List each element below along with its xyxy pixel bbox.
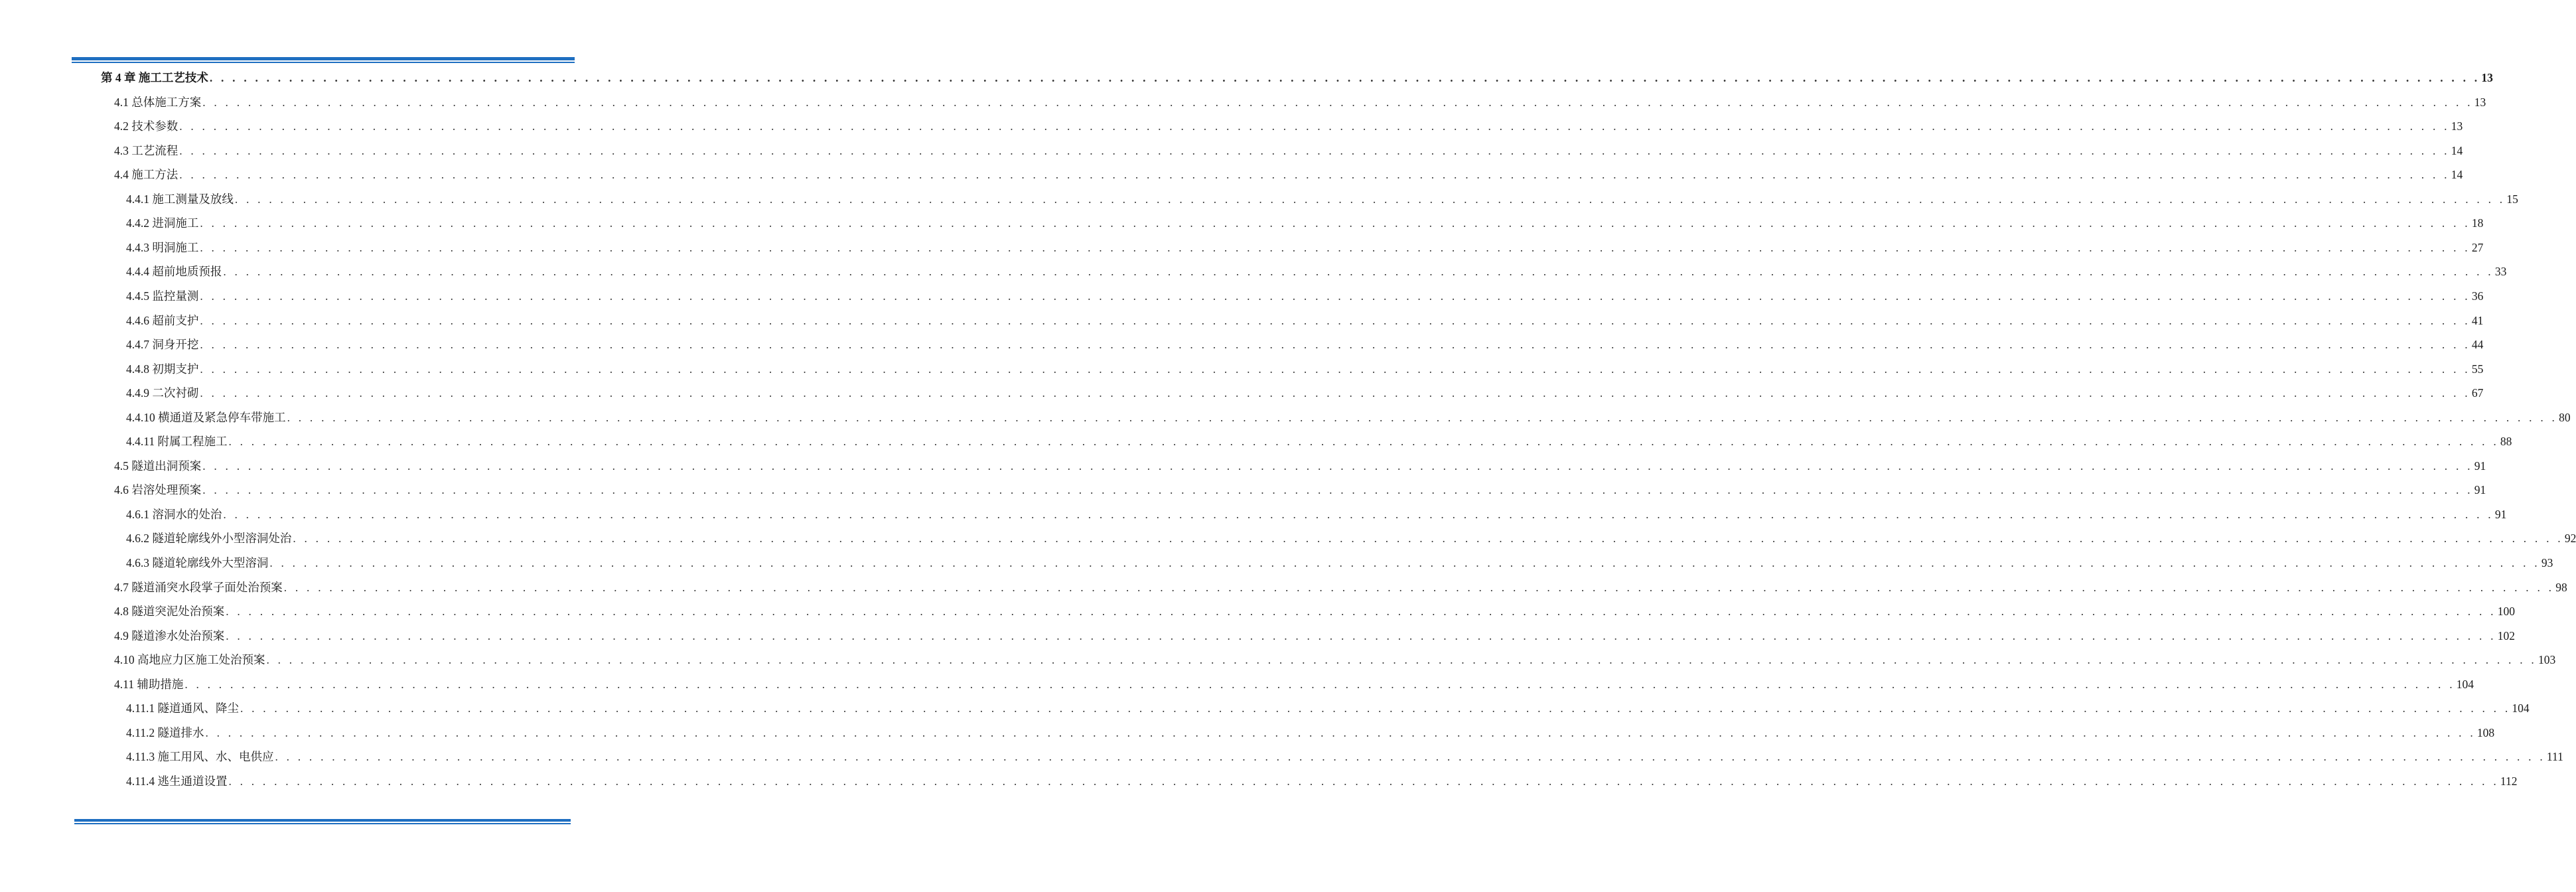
dot-leader: . . . . . . . . . . . . . . . . . . . . . . . . . . . . . . . . . . . . . . . . . . . . . . . . . . . . . . . . . . . . . . . . . . . . . . . . . . . . . . . . . . . . . . . . . . . . . . . . . . . . . . . . . . . . . . . . . . . . . . . . . . . . . . . . . . . . . . . . . . . . . . . . . . . . . . . . . . . . . . . . . . . . . . . . . . . . . . . . . . . . . . . . . . . . . . . . . . . . . . . . xyxy=(200,338,2470,352)
toc-entry[interactable] xyxy=(114,117,2463,135)
toc-page-number: 14 xyxy=(2451,143,2463,157)
footer-rule xyxy=(74,819,571,824)
toc-entry[interactable] xyxy=(114,650,2556,669)
toc-entry-title: 4.4.6 超前支护 xyxy=(126,313,199,327)
toc-page-number: 14 xyxy=(2451,168,2463,182)
toc-entry-title: 4.4.3 明洞施工 xyxy=(126,240,199,254)
toc-entry-title: 4.6.3 隧道轮廓线外大型溶洞 xyxy=(126,556,269,569)
toc-page-number: 100 xyxy=(2497,605,2515,619)
toc-entry[interactable] xyxy=(126,238,2484,257)
toc-page-number: 104 xyxy=(2512,702,2530,715)
toc-page-number: 41 xyxy=(2471,313,2484,327)
toc-entry[interactable] xyxy=(126,432,2512,451)
toc-page-number: 36 xyxy=(2471,289,2484,303)
toc-entry-title: 第 4 章 施工工艺技术 xyxy=(101,71,208,84)
toc-entry-title: 4.11.3 施工用风、水、电供应 xyxy=(126,750,274,764)
toc-entry-title: 4.4.4 超前地质预报 xyxy=(126,265,222,279)
dot-leader: . . . . . . . . . . . . . . . . . . . . . . . . . . . . . . . . . . . . . . . . . . . . . . . . . . . . . . . . . . . . . . . . . . . . . . . . . . . . . . . . . . . . . . . . . . . . . . . . . . . . . . . . . . . . . . . . . . . . . . . . . . . . . . . . . . . . . . . . . . . . . . . . . . . . . . . . . . . . . . . . . . . . . . . . . . . . . . . . . . . . . . . . . . . . . . . . . . . . . . . . xyxy=(200,240,2470,254)
dot-leader: . . . . . . . . . . . . . . . . . . . . . . . . . . . . . . . . . . . . . . . . . . . . . . . . . . . . . . . . . . . . . . . . . . . . . . . . . . . . . . . . . . . . . . . . . . . . . . . . . . . . . . . . . . . . . . . . . . . . . . . . . . . . . . . . . . . . . . . . . . . . . . . . . . . . . . . . . . . . . . . . . . . . . . . . . . . . . . . . . . . . . . . . . . . . . . . . . . . . . . . . xyxy=(240,702,2511,715)
dot-leader: . . . . . . . . . . . . . . . . . . . . . . . . . . . . . . . . . . . . . . . . . . . . . . . . . . . . . . . . . . . . . . . . . . . . . . . . . . . . . . . . . . . . . . . . . . . . . . . . . . . . . . . . . . . . . . . . . . . . . . . . . . . . . . . . . . . . . . . . . . . . . . . . . . . . . . . . . . . . . . . . . . . . . . . . . . . . . . . . . . . . . . . . . . . . . . . . . . . . . . . . xyxy=(234,192,2506,206)
dot-leader: . . . . . . . . . . . . . . . . . . . . . . . . . . . . . . . . . . . . . . . . . . . . . . . . . . . . . . . . . . . . . . . . . . . . . . . . . . . . . . . . . . . . . . . . . . . . . . . . . . . . . . . . . . . . . . . . . . . . . . . . . . . . . . . . . . . . . . . . . . . . . . . . . . . . . . . . . . . . . . . . . . . . . . . . . . . . . . . . . . . . . . . . . . . . . . . . . . . . . . . . xyxy=(202,483,2473,497)
dot-leader: . . . . . . . . . . . . . . . . . . . . . . . . . . . . . . . . . . . . . . . . . . . . . . . . . . . . . . . . . . . . . . . . . . . . . . . . . . . . . . . . . . . . . . . . . . . . . . . . . . . . . . . . . . . . . . . . . . . . . . . . . . . . . . . . . . . . . . . . . . . . . . . . . . . . . . . . . . . . . . . . . . . . . . . . . . . . . . . . . . . . . . . . . . . . . . . . . . . . . . . . xyxy=(228,435,2499,449)
toc-page-number: 111 xyxy=(2546,750,2563,764)
toc-entry-title: 4.5 隧道出洞预案 xyxy=(114,459,202,473)
toc-entry[interactable] xyxy=(126,699,2530,717)
toc-entry-title: 4.11.1 隧道通风、降尘 xyxy=(126,702,239,715)
toc-entry[interactable] xyxy=(126,214,2484,232)
toc-entry[interactable] xyxy=(126,311,2484,330)
dot-leader: . . . . . . . . . . . . . . . . . . . . . . . . . . . . . . . . . . . . . . . . . . . . . . . . . . . . . . . . . . . . . . . . . . . . . . . . . . . . . . . . . . . . . . . . . . . . . . . . . . . . . . . . . . . . . . . . . . . . . . . . . . . . . . . . . . . . . . . . . . . . . . . . . . . . . . . . . . . . . . . . . . . . . . . . . . . . . . . . . . . . . . . . . . . . . . . . . . . . . . . . xyxy=(269,556,2540,569)
toc-entry[interactable] xyxy=(114,578,2567,597)
dot-leader: . . . . . . . . . . . . . . . . . . . . . . . . . . . . . . . . . . . . . . . . . . . . . . . . . . . . . . . . . . . . . . . . . . . . . . . . . . . . . . . . . . . . . . . . . . . . . . . . . . . . . . . . . . . . . . . . . . . . . . . . . . . . . . . . . . . . . . . . . . . . . . . . . . . . . . . . . . . . . . . . . . . . . . . . . . . . . . . . . . . . . . . . . . . . . . . . . . . . . . . . xyxy=(184,677,2455,691)
toc-page-number: 18 xyxy=(2471,216,2484,230)
dot-leader: . . . . . . . . . . . . . . . . . . . . . . . . . . . . . . . . . . . . . . . . . . . . . . . . . . . . . . . . . . . . . . . . . . . . . . . . . . . . . . . . . . . . . . . . . . . . . . . . . . . . . . . . . . . . . . . . . . . . . . . . . . . . . . . . . . . . . . . . . . . . . . . . . . . . . . . . . . . . . . . . . . . . . . . . . . . . . . . . . . . . . . . . . . . . . . . . . . . . . . . . xyxy=(293,532,2563,546)
toc-page-number: 33 xyxy=(2494,265,2507,279)
dot-leader: . . . . . . . . . . . . . . . . . . . . . . . . . . . . . . . . . . . . . . . . . . . . . . . . . . . . . . . . . . . . . . . . . . . . . . . . . . . . . . . . . . . . . . . . . . . . . . . . . . . . . . . . . . . . . . . . . . . . . . . . . . . . . . . . . . . . . . . . . . . . . . . . . . . . . . . . . . . . . . . . . . . . . . . . . . . . . . . . . . . . . . . . . . . . . . . . . . . . . . . . xyxy=(200,362,2470,376)
toc-entry-title: 4.6.2 隧道轮廓线外小型溶洞处治 xyxy=(126,532,292,546)
dot-leader: . . . . . . . . . . . . . . . . . . . . . . . . . . . . . . . . . . . . . . . . . . . . . . . . . . . . . . . . . . . . . . . . . . . . . . . . . . . . . . . . . . . . . . . . . . . . . . . . . . . . . . . . . . . . . . . . . . . . . . . . . . . . . . . . . . . . . . . . . . . . . . . . . . . . . . . . . . . . . . . . . . . . . . . . . . . . . . . . . . . . . . . . . . . . . . . . . . . . . . . . xyxy=(226,629,2496,642)
toc-entry-title: 4.4.10 横通道及紧急停车带施工 xyxy=(126,410,286,424)
toc-page-number: 91 xyxy=(2494,507,2507,521)
toc-page-number: 27 xyxy=(2471,240,2484,254)
toc-entry[interactable] xyxy=(114,602,2515,621)
dot-leader: . . . . . . . . . . . . . . . . . . . . . . . . . . . . . . . . . . . . . . . . . . . . . . . . . . . . . . . . . . . . . . . . . . . . . . . . . . . . . . . . . . . . . . . . . . . . . . . . . . . . . . . . . . . . . . . . . . . . . . . . . . . . . . . . . . . . . . . . . . . . . . . . . . . . . . . . . . . . . . . . . . . . . . . . . . . . . . . . . . . . . . . . . . . . . . . . . . . . . . . . xyxy=(179,168,2450,182)
toc-page-number: 92 xyxy=(2564,532,2576,546)
toc-entry[interactable] xyxy=(126,408,2571,427)
toc-page-number: 98 xyxy=(2555,580,2567,594)
toc-entry-title: 4.1 总体施工方案 xyxy=(114,95,202,109)
toc-entry-title: 4.4.7 洞身开挖 xyxy=(126,338,199,352)
toc-page-number: 13 xyxy=(2481,71,2493,84)
toc-page-number: 13 xyxy=(2474,95,2486,109)
toc-entry[interactable] xyxy=(126,505,2507,524)
dot-leader: . . . . . . . . . . . . . . . . . . . . . . . . . . . . . . . . . . . . . . . . . . . . . . . . . . . . . . . . . . . . . . . . . . . . . . . . . . . . . . . . . . . . . . . . . . . . . . . . . . . . . . . . . . . . . . . . . . . . . . . . . . . . . . . . . . . . . . . . . . . . . . . . . . . . . . . . . . . . . . . . . . . . . . . . . . . . . . . . . . . . . . . . . . . . . . . . . . . . . . . . xyxy=(200,289,2470,303)
toc-entry[interactable] xyxy=(126,747,2563,766)
toc-page-number: 91 xyxy=(2474,483,2486,497)
dot-leader: . . . . . . . . . . . . . . . . . . . . . . . . . . . . . . . . . . . . . . . . . . . . . . . . . . . . . . . . . . . . . . . . . . . . . . . . . . . . . . . . . . . . . . . . . . . . . . . . . . . . . . . . . . . . . . . . . . . . . . . . . . . . . . . . . . . . . . . . . . . . . . . . . . . . . . . . . . . . . . . . . . . . . . . . . . . . . . . . . . . . . . . . . . . . . . . . . . . . . . . . xyxy=(228,774,2499,788)
toc-entry[interactable] xyxy=(114,141,2463,160)
toc-entry-title: 4.10 高地应力区施工处治预案 xyxy=(114,653,265,667)
toc-entry[interactable] xyxy=(126,554,2553,572)
toc-entry-title: 4.11.2 隧道排水 xyxy=(126,725,204,739)
dot-leader: . . . . . . . . . . . . . . . . . . . . . . . . . . . . . . . . . . . . . . . . . . . . . . . . . . . . . . . . . . . . . . . . . . . . . . . . . . . . . . . . . . . . . . . . . . . . . . . . . . . . . . . . . . . . . . . . . . . . . . . . . . . . . . . . . . . . . . . . . . . . . . . . . . . . . . . . . . . . . . . . . . . . . . . . . . . . . . . . . . . . . . . . . . . . . . . . . . . . . . . . xyxy=(275,750,2545,764)
dot-leader: . . . . . . . . . . . . . . . . . . . . . . . . . . . . . . . . . . . . . . . . . . . . . . . . . . . . . . . . . . . . . . . . . . . . . . . . . . . . . . . . . . . . . . . . . . . . . . . . . . . . . . . . . . . . . . . . . . . . . . . . . . . . . . . . . . . . . . . . . . . . . . . . . . . . . . . . . . . . . . . . . . . . . . . . . . . . . . . . . . . . . . . . . . . . . . . . . . . . . . . . xyxy=(179,119,2450,133)
toc-entry[interactable] xyxy=(114,481,2486,499)
toc-entry-title: 4.9 隧道渗水处治预案 xyxy=(114,629,225,642)
dot-leader: . . . . . . . . . . . . . . . . . . . . . . . . . . . . . . . . . . . . . . . . . . . . . . . . . . . . . . . . . . . . . . . . . . . . . . . . . . . . . . . . . . . . . . . . . . . . . . . . . . . . . . . . . . . . . . . . . . . . . . . . . . . . . . . . . . . . . . . . . . . . . . . . . . . . . . . . . . . . . . . . . . . . . . . . . . . . . . . . . . . . . . . . . . . . . . . . . . . . . . . . xyxy=(200,386,2470,400)
toc-entry[interactable] xyxy=(114,457,2486,475)
toc-entry-title: 4.11.4 逃生通道设置 xyxy=(126,774,228,788)
toc-page-number: 13 xyxy=(2451,119,2463,133)
dot-leader: . . . . . . . . . . . . . . . . . . . . . . . . . . . . . . . . . . . . . . . . . . . . . . . . . . . . . . . . . . . . . . . . . . . . . . . . . . . . . . . . . . . . . . . . . . . . . . . . . . . . . . . . . . . . . . . . . . . . . . . . . . . . . . . . . . . . . . . . . . . . . . . . . . . . . . . . . . . . . . . . . . . . . . . . . . . . . . . . . . . . . . . . . . . . . . . . . . . . . . . . xyxy=(202,95,2473,109)
toc-entry[interactable] xyxy=(101,68,2493,87)
toc-page-number: 103 xyxy=(2538,653,2556,667)
toc-entry-title: 4.4.5 监控量测 xyxy=(126,289,199,303)
dot-leader: . . . . . . . . . . . . . . . . . . . . . . . . . . . . . . . . . . . . . . . . . . . . . . . . . . . . . . . . . . . . . . . . . . . . . . . . . . . . . . . . . . . . . . . . . . . . . . . . . . . . . . . . . . . . . . . . . . . . . . . . . . . . . . . . . . . . . . . . . . . . . . . . . . . . . . . . . . . . . . . . . . . . . . . . . . . . . . . . . . . . . . . . . . . . . . . . . . . . . . . . xyxy=(200,216,2470,230)
toc-page-number: 112 xyxy=(2500,774,2518,788)
toc-entry[interactable] xyxy=(126,262,2507,281)
dot-leader: . . . . . . . . . . . . . . . . . . . . . . . . . . . . . . . . . . . . . . . . . . . . . . . . . . . . . . . . . . . . . . . . . . . . . . . . . . . . . . . . . . . . . . . . . . . . . . . . . . . . . . . . . . . . . . . . . . . . . . . . . . . . . . . . . . . . . . . . . . . . . . . . . . . . . . . . . . . . . . . . . . . . . . . . . . . . . . . . . . . . . . . . . . . . . . . . . . . . . . . . xyxy=(283,580,2555,594)
toc-page-number: 93 xyxy=(2541,556,2553,569)
toc-page-number: 80 xyxy=(2559,410,2571,424)
toc-entry-title: 4.4 施工方法 xyxy=(114,168,179,182)
toc-entry[interactable] xyxy=(126,360,2484,378)
toc-entry-title: 4.11 辅助措施 xyxy=(114,677,184,691)
toc-entry-title: 4.6 岩溶处理预案 xyxy=(114,483,202,497)
dot-leader: . . . . . . . . . . . . . . . . . . . . . . . . . . . . . . . . . . . . . . . . . . . . . . . . . . . . . . . . . . . . . . . . . . . . . . . . . . . . . . . . . . . . . . . . . . . . . . . . . . . . . . . . . . . . . . . . . . . . . . . . . . . . . . . . . . . . . . . . . . . . . . . . . . . . . . . . . . . . . . . . . . . . . . . . . . . . . . . . . . . . . . . . . . . . . . . . . . . . . . . . xyxy=(226,605,2496,619)
dot-leader: . . . . . . . . . . . . . . . . . . . . . . . . . . . . . . . . . . . . . . . . . . . . . . . . . . . . . . . . . . . . . . . . . . . . . . . . . . . . . . . . . . . . . . . . . . . . . . . . . . . . . . . . . . . . . . . . . . . . . . . . . . . . . . . . . . . . . . . . . . . . . . . . . . . . . . . . . . . . . . . . . . . . . . . . . . . . . . . . . . . . . . . . . . . . . . . . . . . . . . . . xyxy=(205,725,2476,739)
dot-leader: . . . . . . . . . . . . . . . . . . . . . . . . . . . . . . . . . . . . . . . . . . . . . . . . . . . . . . . . . . . . . . . . . . . . . . . . . . . . . . . . . . . . . . . . . . . . . . . . . . . . . . . . . . . . . . . . . . . . . . . . . . . . . . . . . . . . . . . . . . . . . . . . . . . . . . . . . . . . . . . . . . . . . . . . . . . . . . . . . . . . . . . . . . . . . . . . . . . . . . . . xyxy=(287,410,2558,424)
toc-entry-title: 4.4.2 进洞施工 xyxy=(126,216,199,230)
toc-entry-title: 4.7 隧道涌突水段掌子面处治预案 xyxy=(114,580,283,594)
toc-entry[interactable] xyxy=(126,190,2518,208)
toc-entry[interactable] xyxy=(126,772,2518,790)
toc-entry-title: 4.4.9 二次衬砌 xyxy=(126,386,199,400)
toc-entry[interactable] xyxy=(114,675,2474,694)
toc-page-number: 44 xyxy=(2471,338,2484,352)
toc-entry-title: 4.6.1 溶洞水的处治 xyxy=(126,507,222,521)
toc-entry[interactable] xyxy=(126,384,2484,402)
toc-page-number: 15 xyxy=(2506,192,2518,206)
toc-entry[interactable] xyxy=(126,335,2484,354)
toc-page-number: 88 xyxy=(2500,435,2512,449)
toc-entry-title: 4.8 隧道突泥处治预案 xyxy=(114,605,225,619)
toc-entry-title: 4.4.8 初期支护 xyxy=(126,362,199,376)
dot-leader: . . . . . . . . . . . . . . . . . . . . . . . . . . . . . . . . . . . . . . . . . . . . . . . . . . . . . . . . . . . . . . . . . . . . . . . . . . . . . . . . . . . . . . . . . . . . . . . . . . . . . . . . . . . . . . . . . . . . . . . . . . . . . . . . . . . . . . . . . . . . . . . . . . . . . . . . . . . . . . . . . . . . . . . . . . . . . . . . . . . . . . . . . . . . . . . . . . . . . . . . xyxy=(200,313,2470,327)
toc-entry[interactable] xyxy=(114,627,2515,645)
toc-entry-title: 4.4.1 施工测量及放线 xyxy=(126,192,234,206)
toc-page-number: 108 xyxy=(2476,725,2495,739)
toc-entry[interactable] xyxy=(126,529,2576,548)
toc-entry[interactable] xyxy=(126,723,2495,742)
dot-leader: . . . . . . . . . . . . . . . . . . . . . . . . . . . . . . . . . . . . . . . . . . . . . . . . . . . . . . . . . . . . . . . . . . . . . . . . . . . . . . . . . . . . . . . . . . . . . . . . . . . . . . . . . . . . . . . . . . . . . . . . . . . . . . . . . . . . . . . . . . . . . . . . . . . . . . . . . . . . . . . . . . . . . . . . . . . . . . . . . . . . . . . . . . . . . . . . . . . . . . . . xyxy=(202,459,2473,473)
toc-page-number: 55 xyxy=(2471,362,2484,376)
header-rule xyxy=(72,57,575,63)
dot-leader: . . . . . . . . . . . . . . . . . . . . . . . . . . . . . . . . . . . . . . . . . . . . . . . . . . . . . . . . . . . . . . . . . . . . . . . . . . . . . . . . . . . . . . . . . . . . . . . . . . . . . . . . . . . . . . . . . . . . . . . . . . . . . . . . . . . . . . . . . . . . . . . . . . . . . . . . . . . . . . . . . . . . . . . . . . . . . . . . . . . . . . . . . . . . . . . . . . . . . . . . xyxy=(179,143,2450,157)
toc-page-number: 91 xyxy=(2474,459,2486,473)
dot-leader: . . . . . . . . . . . . . . . . . . . . . . . . . . . . . . . . . . . . . . . . . . . . . . . . . . . . . . . . . . . . . . . . . . . . . . . . . . . . . . . . . . . . . . . . . . . . . . . . . . . . . . . . . . . . . . . . . . . . . . . . . . . . . . . . . . . . . . . . . . . . . . . . . . . . . . . . . . . . . . . . . . . . . . . . . . . . . . . . . . . . . . . . . . . . . . . . . . . . . . . . xyxy=(209,71,2480,84)
toc-page-number: 67 xyxy=(2471,386,2484,400)
dot-leader: . . . . . . . . . . . . . . . . . . . . . . . . . . . . . . . . . . . . . . . . . . . . . . . . . . . . . . . . . . . . . . . . . . . . . . . . . . . . . . . . . . . . . . . . . . . . . . . . . . . . . . . . . . . . . . . . . . . . . . . . . . . . . . . . . . . . . . . . . . . . . . . . . . . . . . . . . . . . . . . . . . . . . . . . . . . . . . . . . . . . . . . . . . . . . . . . . . . . . . . . xyxy=(223,265,2494,279)
toc-page-number: 102 xyxy=(2497,629,2515,642)
toc-entry[interactable] xyxy=(114,93,2486,112)
toc-entry[interactable] xyxy=(114,165,2463,184)
dot-leader: . . . . . . . . . . . . . . . . . . . . . . . . . . . . . . . . . . . . . . . . . . . . . . . . . . . . . . . . . . . . . . . . . . . . . . . . . . . . . . . . . . . . . . . . . . . . . . . . . . . . . . . . . . . . . . . . . . . . . . . . . . . . . . . . . . . . . . . . . . . . . . . . . . . . . . . . . . . . . . . . . . . . . . . . . . . . . . . . . . . . . . . . . . . . . . . . . . . . . . . . xyxy=(266,653,2537,667)
toc-entry-title: 4.4.11 附属工程施工 xyxy=(126,435,228,449)
toc-entry-title: 4.2 技术参数 xyxy=(114,119,179,133)
toc-page-number: 104 xyxy=(2456,677,2474,691)
toc-entry-title: 4.3 工艺流程 xyxy=(114,143,179,157)
dot-leader: . . . . . . . . . . . . . . . . . . . . . . . . . . . . . . . . . . . . . . . . . . . . . . . . . . . . . . . . . . . . . . . . . . . . . . . . . . . . . . . . . . . . . . . . . . . . . . . . . . . . . . . . . . . . . . . . . . . . . . . . . . . . . . . . . . . . . . . . . . . . . . . . . . . . . . . . . . . . . . . . . . . . . . . . . . . . . . . . . . . . . . . . . . . . . . . . . . . . . . . . xyxy=(223,507,2494,521)
toc-entry[interactable] xyxy=(126,287,2484,305)
